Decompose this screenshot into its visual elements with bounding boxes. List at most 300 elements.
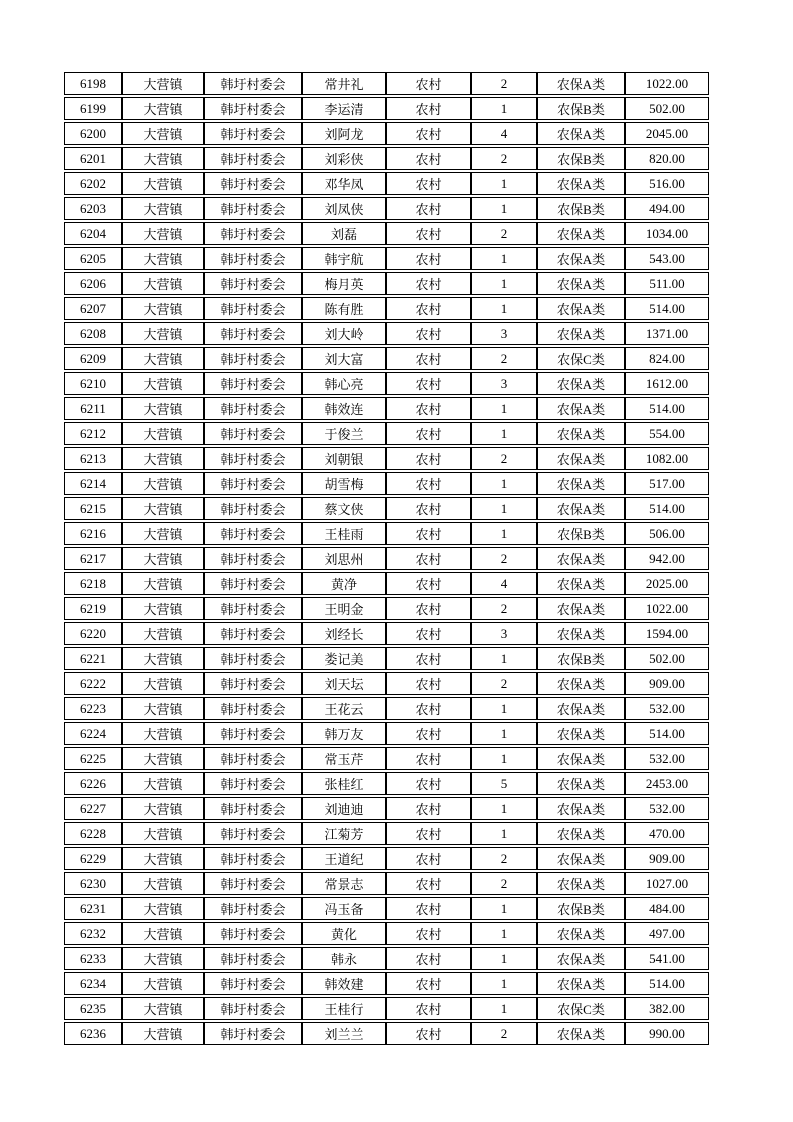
table-row: [64, 297, 709, 320]
cell-residence-type: 农村: [386, 197, 471, 220]
cell-serial-number: 6235: [64, 997, 122, 1020]
cell-amount: 502.00: [625, 97, 709, 120]
cell-insurance-category: 农保A类: [537, 597, 625, 620]
cell-person-count: 1: [471, 797, 537, 820]
cell-village-committee: 韩圩村委会: [204, 947, 302, 970]
cell-village-committee: 韩圩村委会: [204, 247, 302, 270]
cell-person-count: 2: [471, 1022, 537, 1045]
cell-village-committee: 韩圩村委会: [204, 547, 302, 570]
table-row: [64, 197, 709, 220]
cell-town: 大营镇: [122, 922, 204, 945]
table-row: [64, 72, 709, 95]
cell-serial-number: 6208: [64, 322, 122, 345]
cell-person-count: 3: [471, 622, 537, 645]
cell-insurance-category: 农保A类: [537, 722, 625, 745]
cell-serial-number: 6229: [64, 847, 122, 870]
cell-person-count: 1: [471, 747, 537, 770]
cell-person-name: 刘兰兰: [302, 1022, 386, 1045]
cell-residence-type: 农村: [386, 647, 471, 670]
table-row: [64, 697, 709, 720]
cell-residence-type: 农村: [386, 522, 471, 545]
table-row: [64, 322, 709, 345]
cell-village-committee: 韩圩村委会: [204, 697, 302, 720]
cell-person-count: 1: [471, 947, 537, 970]
cell-amount: 514.00: [625, 497, 709, 520]
table-row: [64, 97, 709, 120]
cell-serial-number: 6233: [64, 947, 122, 970]
cell-insurance-category: 农保A类: [537, 672, 625, 695]
cell-residence-type: 农村: [386, 347, 471, 370]
cell-village-committee: 韩圩村委会: [204, 1022, 302, 1045]
cell-serial-number: 6226: [64, 772, 122, 795]
cell-residence-type: 农村: [386, 372, 471, 395]
cell-person-name: 陈有胜: [302, 297, 386, 320]
cell-insurance-category: 农保B类: [537, 897, 625, 920]
cell-person-count: 3: [471, 372, 537, 395]
cell-town: 大营镇: [122, 172, 204, 195]
cell-person-count: 1: [471, 997, 537, 1020]
cell-village-committee: 韩圩村委会: [204, 972, 302, 995]
cell-person-name: 王桂行: [302, 997, 386, 1020]
cell-village-committee: 韩圩村委会: [204, 647, 302, 670]
cell-town: 大营镇: [122, 322, 204, 345]
cell-person-name: 蔡文侠: [302, 497, 386, 520]
table-row: [64, 547, 709, 570]
cell-residence-type: 农村: [386, 397, 471, 420]
cell-insurance-category: 农保A类: [537, 797, 625, 820]
cell-residence-type: 农村: [386, 322, 471, 345]
cell-village-committee: 韩圩村委会: [204, 722, 302, 745]
cell-person-name: 韩效建: [302, 972, 386, 995]
cell-insurance-category: 农保A类: [537, 172, 625, 195]
cell-person-count: 1: [471, 397, 537, 420]
cell-person-count: 1: [471, 972, 537, 995]
table-row: [64, 572, 709, 595]
cell-residence-type: 农村: [386, 1022, 471, 1045]
cell-amount: 514.00: [625, 397, 709, 420]
cell-town: 大营镇: [122, 597, 204, 620]
cell-town: 大营镇: [122, 397, 204, 420]
cell-amount: 532.00: [625, 697, 709, 720]
cell-person-name: 黄化: [302, 922, 386, 945]
cell-amount: 484.00: [625, 897, 709, 920]
cell-residence-type: 农村: [386, 172, 471, 195]
cell-village-committee: 韩圩村委会: [204, 72, 302, 95]
table-row: [64, 922, 709, 945]
cell-person-count: 2: [471, 872, 537, 895]
cell-village-committee: 韩圩村委会: [204, 322, 302, 345]
cell-village-committee: 韩圩村委会: [204, 572, 302, 595]
cell-village-committee: 韩圩村委会: [204, 222, 302, 245]
cell-person-name: 王花云: [302, 697, 386, 720]
cell-town: 大营镇: [122, 197, 204, 220]
cell-amount: 502.00: [625, 647, 709, 670]
cell-serial-number: 6221: [64, 647, 122, 670]
cell-serial-number: 6200: [64, 122, 122, 145]
table-row: [64, 872, 709, 895]
table-row: [64, 597, 709, 620]
cell-insurance-category: 农保A类: [537, 947, 625, 970]
cell-town: 大营镇: [122, 122, 204, 145]
cell-person-count: 1: [471, 272, 537, 295]
cell-amount: 1082.00: [625, 447, 709, 470]
cell-person-count: 1: [471, 422, 537, 445]
cell-town: 大营镇: [122, 472, 204, 495]
cell-town: 大营镇: [122, 272, 204, 295]
cell-town: 大营镇: [122, 497, 204, 520]
cell-amount: 554.00: [625, 422, 709, 445]
cell-person-name: 常玉芹: [302, 747, 386, 770]
cell-person-name: 李运清: [302, 97, 386, 120]
cell-residence-type: 农村: [386, 72, 471, 95]
cell-residence-type: 农村: [386, 247, 471, 270]
cell-serial-number: 6231: [64, 897, 122, 920]
cell-town: 大营镇: [122, 947, 204, 970]
cell-insurance-category: 农保A类: [537, 847, 625, 870]
cell-serial-number: 6217: [64, 547, 122, 570]
cell-residence-type: 农村: [386, 822, 471, 845]
cell-insurance-category: 农保A类: [537, 447, 625, 470]
cell-town: 大营镇: [122, 1022, 204, 1045]
cell-amount: 532.00: [625, 797, 709, 820]
cell-residence-type: 农村: [386, 947, 471, 970]
cell-person-count: 1: [471, 922, 537, 945]
cell-insurance-category: 农保A类: [537, 72, 625, 95]
cell-person-count: 2: [471, 147, 537, 170]
cell-village-committee: 韩圩村委会: [204, 872, 302, 895]
cell-insurance-category: 农保A类: [537, 297, 625, 320]
cell-amount: 1027.00: [625, 872, 709, 895]
table-row: [64, 222, 709, 245]
cell-residence-type: 农村: [386, 447, 471, 470]
cell-village-committee: 韩圩村委会: [204, 272, 302, 295]
cell-serial-number: 6228: [64, 822, 122, 845]
table-row: [64, 372, 709, 395]
cell-town: 大营镇: [122, 622, 204, 645]
table-body: [64, 72, 709, 1045]
cell-residence-type: 农村: [386, 97, 471, 120]
cell-person-count: 2: [471, 347, 537, 370]
cell-village-committee: 韩圩村委会: [204, 172, 302, 195]
cell-residence-type: 农村: [386, 122, 471, 145]
cell-village-committee: 韩圩村委会: [204, 847, 302, 870]
cell-town: 大营镇: [122, 772, 204, 795]
cell-serial-number: 6222: [64, 672, 122, 695]
table-row: [64, 147, 709, 170]
cell-town: 大营镇: [122, 247, 204, 270]
cell-town: 大营镇: [122, 372, 204, 395]
cell-person-count: 2: [471, 222, 537, 245]
cell-residence-type: 农村: [386, 572, 471, 595]
cell-serial-number: 6215: [64, 497, 122, 520]
cell-residence-type: 农村: [386, 622, 471, 645]
insurance-records-table: [64, 70, 709, 1047]
cell-person-name: 刘经长: [302, 622, 386, 645]
table-row: [64, 272, 709, 295]
cell-insurance-category: 农保A类: [537, 372, 625, 395]
cell-person-count: 5: [471, 772, 537, 795]
cell-town: 大营镇: [122, 797, 204, 820]
cell-serial-number: 6223: [64, 697, 122, 720]
cell-insurance-category: 农保A类: [537, 122, 625, 145]
cell-serial-number: 6214: [64, 472, 122, 495]
cell-town: 大营镇: [122, 347, 204, 370]
cell-residence-type: 农村: [386, 472, 471, 495]
cell-village-committee: 韩圩村委会: [204, 147, 302, 170]
cell-village-committee: 韩圩村委会: [204, 497, 302, 520]
cell-amount: 514.00: [625, 297, 709, 320]
cell-amount: 514.00: [625, 722, 709, 745]
cell-amount: 1022.00: [625, 597, 709, 620]
cell-town: 大营镇: [122, 572, 204, 595]
cell-village-committee: 韩圩村委会: [204, 297, 302, 320]
table-row: [64, 472, 709, 495]
cell-town: 大营镇: [122, 297, 204, 320]
cell-village-committee: 韩圩村委会: [204, 747, 302, 770]
cell-person-count: 1: [471, 697, 537, 720]
cell-serial-number: 6204: [64, 222, 122, 245]
cell-village-committee: 韩圩村委会: [204, 472, 302, 495]
cell-village-committee: 韩圩村委会: [204, 422, 302, 445]
cell-residence-type: 农村: [386, 847, 471, 870]
table-row: [64, 647, 709, 670]
cell-person-name: 常景志: [302, 872, 386, 895]
cell-insurance-category: 农保A类: [537, 247, 625, 270]
cell-person-count: 1: [471, 897, 537, 920]
cell-person-name: 刘彩侠: [302, 147, 386, 170]
cell-town: 大营镇: [122, 647, 204, 670]
table-row: [64, 347, 709, 370]
cell-amount: 517.00: [625, 472, 709, 495]
cell-amount: 1022.00: [625, 72, 709, 95]
cell-insurance-category: 农保A类: [537, 922, 625, 945]
table-row: [64, 397, 709, 420]
cell-person-count: 2: [471, 597, 537, 620]
cell-town: 大营镇: [122, 547, 204, 570]
cell-residence-type: 农村: [386, 547, 471, 570]
cell-insurance-category: 农保A类: [537, 1022, 625, 1045]
cell-insurance-category: 农保B类: [537, 197, 625, 220]
cell-village-committee: 韩圩村委会: [204, 772, 302, 795]
cell-insurance-category: 农保A类: [537, 497, 625, 520]
cell-person-count: 1: [471, 522, 537, 545]
cell-amount: 1034.00: [625, 222, 709, 245]
cell-amount: 470.00: [625, 822, 709, 845]
cell-amount: 990.00: [625, 1022, 709, 1045]
cell-person-name: 刘天坛: [302, 672, 386, 695]
cell-person-name: 王道纪: [302, 847, 386, 870]
cell-residence-type: 农村: [386, 497, 471, 520]
cell-person-name: 梅月英: [302, 272, 386, 295]
cell-person-count: 2: [471, 72, 537, 95]
cell-person-name: 冯玉备: [302, 897, 386, 920]
cell-insurance-category: 农保A类: [537, 747, 625, 770]
cell-person-count: 1: [471, 297, 537, 320]
table-row: [64, 172, 709, 195]
cell-person-count: 1: [471, 822, 537, 845]
cell-serial-number: 6232: [64, 922, 122, 945]
cell-person-count: 2: [471, 547, 537, 570]
cell-residence-type: 农村: [386, 422, 471, 445]
cell-town: 大营镇: [122, 847, 204, 870]
table-row: [64, 672, 709, 695]
cell-serial-number: 6234: [64, 972, 122, 995]
cell-town: 大营镇: [122, 672, 204, 695]
cell-residence-type: 农村: [386, 797, 471, 820]
cell-town: 大营镇: [122, 522, 204, 545]
cell-village-committee: 韩圩村委会: [204, 372, 302, 395]
cell-town: 大营镇: [122, 747, 204, 770]
cell-serial-number: 6236: [64, 1022, 122, 1045]
cell-person-count: 4: [471, 122, 537, 145]
cell-amount: 494.00: [625, 197, 709, 220]
cell-amount: 511.00: [625, 272, 709, 295]
cell-residence-type: 农村: [386, 272, 471, 295]
cell-insurance-category: 农保A类: [537, 397, 625, 420]
cell-town: 大营镇: [122, 447, 204, 470]
table-row: [64, 972, 709, 995]
cell-residence-type: 农村: [386, 897, 471, 920]
table-row: [64, 822, 709, 845]
cell-residence-type: 农村: [386, 972, 471, 995]
cell-town: 大营镇: [122, 897, 204, 920]
cell-insurance-category: 农保C类: [537, 997, 625, 1020]
cell-town: 大营镇: [122, 697, 204, 720]
table-row: [64, 447, 709, 470]
cell-serial-number: 6203: [64, 197, 122, 220]
cell-residence-type: 农村: [386, 297, 471, 320]
cell-residence-type: 农村: [386, 922, 471, 945]
cell-person-name: 刘朝银: [302, 447, 386, 470]
cell-insurance-category: 农保A类: [537, 222, 625, 245]
cell-village-committee: 韩圩村委会: [204, 797, 302, 820]
cell-serial-number: 6218: [64, 572, 122, 595]
table-row: [64, 747, 709, 770]
cell-insurance-category: 农保A类: [537, 472, 625, 495]
cell-village-committee: 韩圩村委会: [204, 597, 302, 620]
cell-amount: 497.00: [625, 922, 709, 945]
cell-serial-number: 6210: [64, 372, 122, 395]
cell-serial-number: 6219: [64, 597, 122, 620]
cell-amount: 2025.00: [625, 572, 709, 595]
cell-village-committee: 韩圩村委会: [204, 822, 302, 845]
cell-insurance-category: 农保A类: [537, 547, 625, 570]
cell-amount: 909.00: [625, 847, 709, 870]
cell-amount: 506.00: [625, 522, 709, 545]
cell-person-name: 韩万友: [302, 722, 386, 745]
cell-amount: 541.00: [625, 947, 709, 970]
cell-amount: 2045.00: [625, 122, 709, 145]
cell-residence-type: 农村: [386, 772, 471, 795]
cell-insurance-category: 农保A类: [537, 622, 625, 645]
cell-person-name: 韩宇航: [302, 247, 386, 270]
cell-insurance-category: 农保A类: [537, 422, 625, 445]
cell-insurance-category: 农保C类: [537, 347, 625, 370]
cell-serial-number: 6198: [64, 72, 122, 95]
cell-village-committee: 韩圩村委会: [204, 522, 302, 545]
cell-town: 大营镇: [122, 222, 204, 245]
cell-insurance-category: 农保A类: [537, 697, 625, 720]
cell-serial-number: 6212: [64, 422, 122, 445]
cell-village-committee: 韩圩村委会: [204, 997, 302, 1020]
table-row: [64, 897, 709, 920]
cell-person-count: 1: [471, 472, 537, 495]
cell-person-name: 王桂雨: [302, 522, 386, 545]
cell-serial-number: 6202: [64, 172, 122, 195]
cell-insurance-category: 农保B类: [537, 647, 625, 670]
cell-village-committee: 韩圩村委会: [204, 197, 302, 220]
cell-person-count: 3: [471, 322, 537, 345]
table-row: [64, 772, 709, 795]
cell-amount: 514.00: [625, 972, 709, 995]
cell-person-name: 黄净: [302, 572, 386, 595]
cell-amount: 824.00: [625, 347, 709, 370]
cell-insurance-category: 农保A类: [537, 572, 625, 595]
cell-person-name: 常井礼: [302, 72, 386, 95]
cell-person-name: 王明金: [302, 597, 386, 620]
cell-person-count: 2: [471, 672, 537, 695]
table-row: [64, 847, 709, 870]
cell-town: 大营镇: [122, 872, 204, 895]
cell-residence-type: 农村: [386, 697, 471, 720]
cell-town: 大营镇: [122, 972, 204, 995]
cell-person-count: 4: [471, 572, 537, 595]
cell-residence-type: 农村: [386, 722, 471, 745]
cell-village-committee: 韩圩村委会: [204, 447, 302, 470]
cell-residence-type: 农村: [386, 222, 471, 245]
cell-town: 大营镇: [122, 72, 204, 95]
cell-village-committee: 韩圩村委会: [204, 397, 302, 420]
table-row: [64, 947, 709, 970]
cell-town: 大营镇: [122, 97, 204, 120]
cell-residence-type: 农村: [386, 747, 471, 770]
cell-person-name: 刘大富: [302, 347, 386, 370]
cell-serial-number: 6220: [64, 622, 122, 645]
cell-serial-number: 6206: [64, 272, 122, 295]
cell-serial-number: 6211: [64, 397, 122, 420]
cell-amount: 382.00: [625, 997, 709, 1020]
table-row: [64, 797, 709, 820]
table-row: [64, 122, 709, 145]
cell-person-name: 韩心亮: [302, 372, 386, 395]
cell-person-count: 1: [471, 247, 537, 270]
cell-person-name: 刘迪迪: [302, 797, 386, 820]
cell-town: 大营镇: [122, 147, 204, 170]
cell-insurance-category: 农保A类: [537, 272, 625, 295]
cell-person-name: 邓华凤: [302, 172, 386, 195]
cell-village-committee: 韩圩村委会: [204, 897, 302, 920]
cell-person-count: 1: [471, 722, 537, 745]
cell-insurance-category: 农保A类: [537, 772, 625, 795]
cell-serial-number: 6213: [64, 447, 122, 470]
cell-serial-number: 6205: [64, 247, 122, 270]
cell-person-count: 2: [471, 847, 537, 870]
cell-serial-number: 6207: [64, 297, 122, 320]
cell-person-name: 于俊兰: [302, 422, 386, 445]
cell-person-count: 2: [471, 447, 537, 470]
cell-amount: 820.00: [625, 147, 709, 170]
cell-person-count: 1: [471, 172, 537, 195]
cell-insurance-category: 农保B类: [537, 97, 625, 120]
cell-person-count: 1: [471, 97, 537, 120]
cell-amount: 1371.00: [625, 322, 709, 345]
cell-residence-type: 农村: [386, 872, 471, 895]
cell-insurance-category: 农保B类: [537, 522, 625, 545]
table-row: [64, 422, 709, 445]
cell-serial-number: 6224: [64, 722, 122, 745]
cell-town: 大营镇: [122, 997, 204, 1020]
cell-person-name: 胡雪梅: [302, 472, 386, 495]
